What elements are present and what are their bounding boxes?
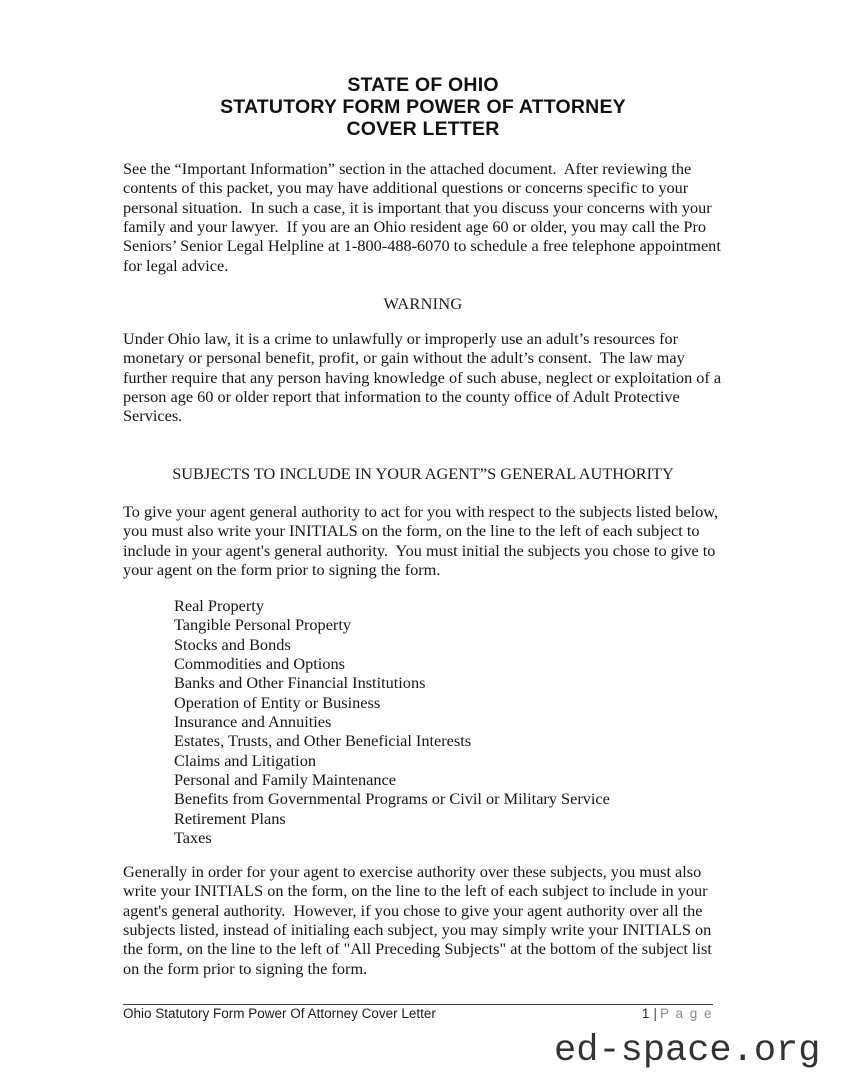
subject-item: Real Property <box>174 596 264 615</box>
subject-item: Stocks and Bonds <box>174 634 291 654</box>
subjects-heading: SUBJECTS TO INCLUDE IN YOUR AGENT”S GENERAL AUTHORITY <box>172 464 674 483</box>
page-number-separator: | <box>653 1006 657 1021</box>
footer-divider <box>123 1004 713 1005</box>
page-number-label <box>642 1006 713 1022</box>
subject-item: Banks and Other Financial Institutions <box>174 673 426 693</box>
subject-item: Estates, Trusts, and Other Beneficial Interests <box>174 731 472 751</box>
subject-item: Operation of Entity or Business <box>174 692 381 712</box>
page-number: 1 <box>641 1006 650 1021</box>
footer-document-title: Ohio Statutory Form Power Of Attorney Cover Letter <box>123 1006 436 1021</box>
subjects-intro-paragraph: To give your agent general authority to act for you with respect to the subjects listed below, you must also write your INITIALS on the form, on the line to the left of each subject to include in your agent's general authority. You must initial the subjects you chose to give to your agent on the form prior to signing the form. <box>123 502 723 580</box>
warning-heading: WARNING <box>383 294 463 313</box>
subject-item: Commodities and Options <box>174 654 345 674</box>
closing-paragraph: Generally in order for your agent to exercise authority over these subjects, you must also write your INITIALS on the form, on the line to the left of each subject to include in your agent's general authority. However, if you chose to give your agent authority over all the subjects listed, instead of initialing each subject, you may simply write your INITIALS on the form, on the line to the left of "All Preceding Subjects" at the bottom of the subject list on the form prior to signing the form. <box>123 862 716 978</box>
subject-item: Taxes <box>174 828 212 848</box>
page-title <box>123 74 723 140</box>
subject-item: Tangible Personal Property <box>174 615 352 635</box>
title-line-cover: COVER LETTER <box>346 118 500 140</box>
page-footer <box>123 1006 713 1022</box>
intro-paragraph: See the “Important Information” section in the attached document. After reviewing the contents of this packet, you may have additional questions or concerns specific to your personal situation. In such a case, it is important that you discuss your concerns with your family and your lawyer. If you are an Ohio resident age 60 or older, you may call the Pro Seniors’ Senior Legal Helpline at 1-800-488-6070 to schedule a free telephone appointment for legal advice. <box>123 159 725 275</box>
subject-item: Claims and Litigation <box>174 750 316 770</box>
page-word: P a g e <box>659 1006 713 1021</box>
title-line-state: STATE OF OHIO <box>347 74 499 96</box>
subject-item: Insurance and Annuities <box>174 712 332 732</box>
subject-item: Benefits from Governmental Programs or Civil or Military Service <box>174 789 610 809</box>
subjects-list <box>174 596 734 847</box>
subject-item: Retirement Plans <box>174 808 286 828</box>
warning-paragraph: Under Ohio law, it is a crime to unlawfully or improperly use an adult’s resources for monetary or personal benefit, profit, or gain without the adult’s consent. The law may further require that any person having knowledge of such abuse, neglect or exploitation of a person age 60 or older report that information to the county office of Adult Protective Services. <box>123 329 726 426</box>
watermark-text: ed-space.org <box>554 1030 821 1072</box>
title-line-form: STATUTORY FORM POWER OF ATTORNEY <box>220 96 626 118</box>
subject-item: Personal and Family Maintenance <box>174 770 396 790</box>
